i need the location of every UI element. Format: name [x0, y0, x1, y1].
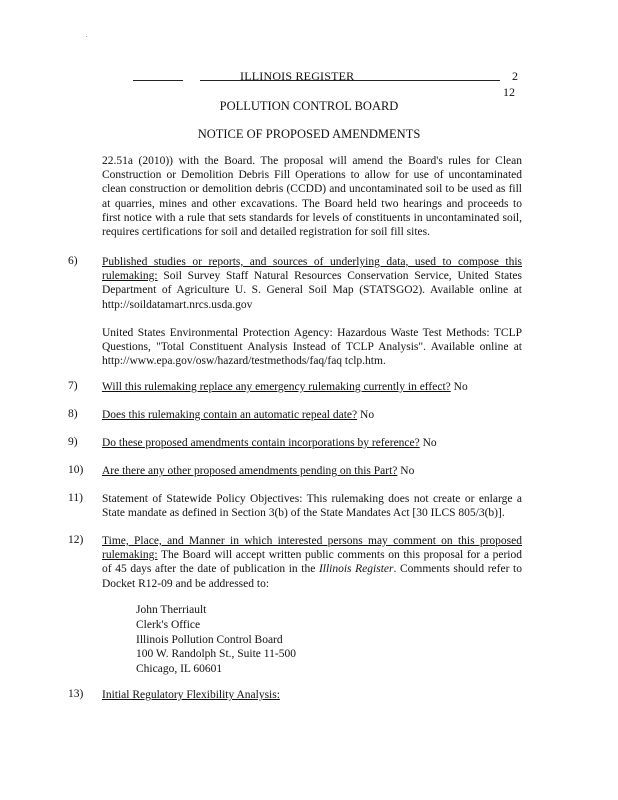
- item-7-number: 7): [68, 380, 78, 392]
- item-7-body: [102, 380, 522, 394]
- item-6-label: Published studies or reports, and sources of underlying data, used to compose this rulemaking:: [102, 256, 522, 283]
- item-6-text-2: United States Environmental Protection Agency: Hazardous Waste Test Methods: TCLP Questions, "Total Constituent Analysis Instead of TCLP Analysis". Available online at http://www.epa.gov/osw/hazard/testmethods/faq/faq tclp.htm.: [102, 327, 522, 368]
- intro-paragraph: 22.51a (2010)) with the Board. The proposal will amend the Board's rules for Clean Construction or Demolition Debris Fill Operations to allow for use of uncontaminated clean construction or demolition debris (CCDD) and uncontaminated soil to be used as fill at quarries, mines and other excavations. The Board held two hearings and proceeds to first notice with a rule that sets standards for levels of constituents in uncontaminated soil, requires certifications for soil and detailed registration for soil fill sites.: [102, 155, 522, 239]
- item-10-answer: No: [397, 465, 415, 477]
- item-10-label: Are there any other proposed amendments pending on this Part?: [102, 465, 398, 477]
- item-12-text-b: . Comments should refer to Docket R12-09 and be addressed to:: [102, 563, 522, 590]
- item-6-text: Soil Survey Staff Natural Resources Conservation Service, United States Department of Agriculture U. S. General Soil Map (STATSGO2). Available online at http://soildatamart.nrcs.usda.gov: [102, 270, 522, 311]
- item-13-label: Initial Regulatory Flexibility Analysis:: [102, 689, 280, 701]
- item-12-number: 12): [68, 534, 84, 546]
- item-10-number: 10): [68, 464, 84, 476]
- header-rule-left-a: [133, 80, 183, 81]
- item-12-label: Time, Place, and Manner in which interested persons may comment on this proposed rulemaking:: [102, 535, 522, 562]
- page-number: 2: [512, 69, 518, 83]
- item-9-label: Do these proposed amendments contain incorporations by reference?: [102, 437, 420, 449]
- item-12-body: [102, 534, 522, 591]
- address-street: 100 W. Randolph St., Suite 11-500: [136, 648, 296, 661]
- item-9-body: [102, 436, 522, 450]
- item-11-body: Statement of Statewide Policy Objectives: This rulemaking does not create or enlarge a State mandate as defined in Section 3(b) of the State Mandates Act [30 ILCS 805/3(b)].: [102, 493, 522, 520]
- item-7-answer: No: [450, 381, 468, 393]
- address-org: Illinois Pollution Control Board: [136, 633, 283, 646]
- item-13-number: 13): [68, 688, 84, 700]
- address-city: Chicago, IL 60601: [136, 663, 223, 676]
- item-9-number: 9): [68, 436, 78, 448]
- board-title: POLLUTION CONTROL BOARD: [219, 99, 399, 113]
- item-6-body: [102, 255, 522, 312]
- item-8-answer: No: [357, 409, 375, 421]
- item-8-label: Does this rulemaking contain an automatic repeal date?: [102, 409, 358, 421]
- page-number-secondary: 12: [503, 85, 515, 99]
- item-8-number: 8): [68, 408, 78, 420]
- address-name: John Therriault: [136, 604, 207, 616]
- scan-speck: [86, 36, 87, 37]
- item-6-number: 6): [68, 255, 78, 267]
- item-11-number: 11): [68, 492, 83, 504]
- item-8-body: [102, 408, 522, 422]
- address-block: [136, 603, 296, 677]
- item-12-italic: Illinois Register: [318, 563, 394, 576]
- item-9-answer: No: [419, 437, 437, 449]
- register-title: ILLINOIS REGISTER: [240, 69, 355, 83]
- item-7-label: Will this rulemaking replace any emergency rulemaking currently in effect?: [102, 381, 451, 393]
- item-10-body: [102, 464, 522, 478]
- address-office: Clerk's Office: [136, 618, 201, 631]
- notice-title: NOTICE OF PROPOSED AMENDMENTS: [197, 127, 421, 141]
- item-13-body: [102, 688, 522, 702]
- item-12-text-a: The Board will accept written public comments on this proposal for a period of 45 days after the date of publication in the: [102, 549, 522, 576]
